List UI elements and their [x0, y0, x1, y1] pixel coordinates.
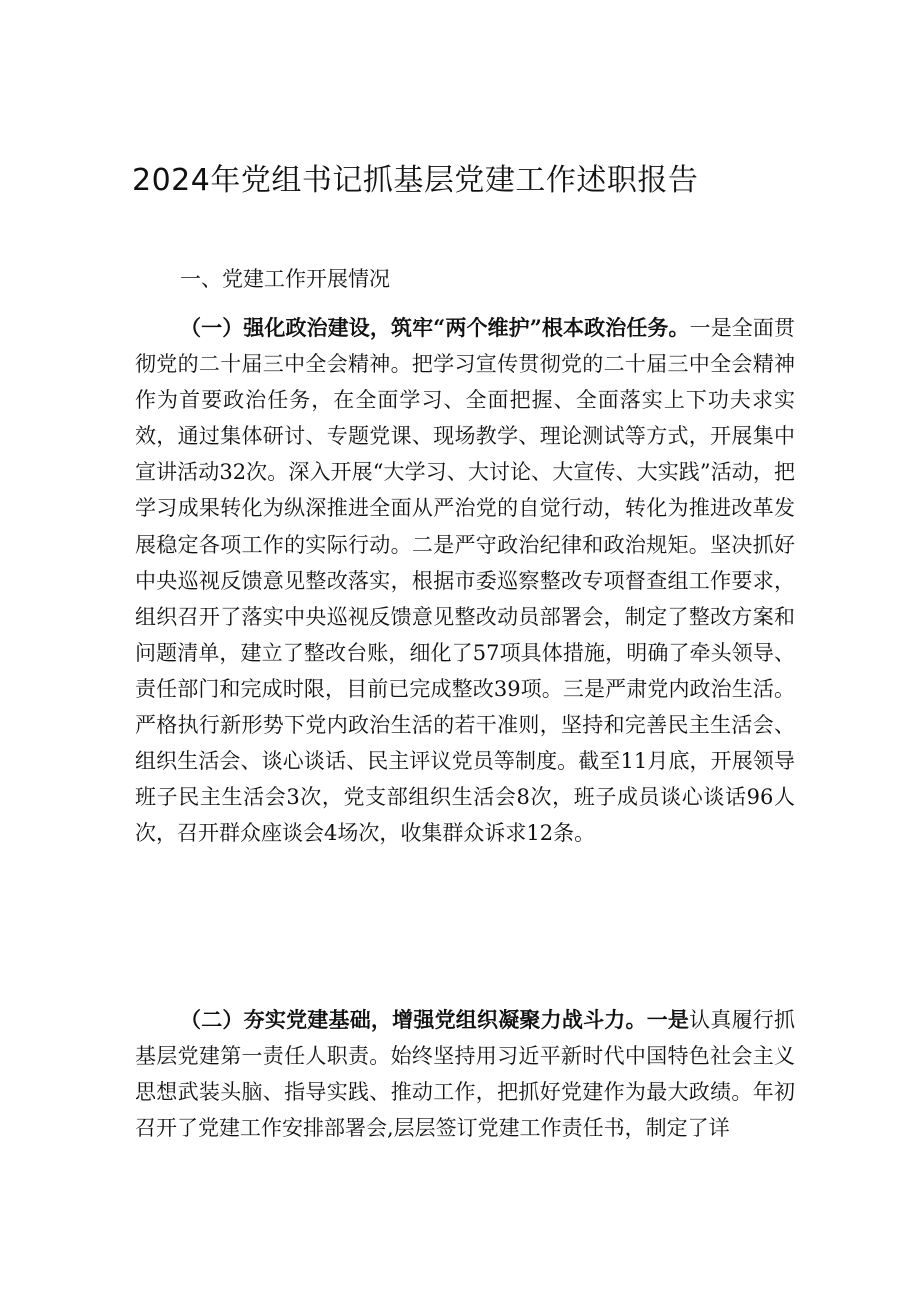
paragraph-political-construction: [135, 310, 795, 851]
section-heading: 一、党建工作开展情况: [180, 267, 390, 291]
paragraph-party-foundation: [135, 1002, 795, 1182]
paragraph-body: 认真履行抓基层党建第一责任人职责。始终坚持用习近平新时代中国特色社会主义思想武装头脑、指导实践、推动工作，把抓好党建作为最大政绩。年初召开了党建工作安排部署会,层层签订党建工作责任书，制定了详: [135, 1008, 795, 1141]
paragraph-body: 一是全面贯彻党的二十届三中全会精神。把学习宣传贯彻党的二十届三中全会精神作为首要政治任务，在全面学习、全面把握、全面落实上下功夫求实效，通过集体研讨、专题党课、现场教学、理论测试等方式，开展集中宣讲活动32次。深入开展“大学习、大讨论、大宣传、大实践”活动，把学习成果转化为纵深推进全面从严治党的自觉行动，转化为推进改革发展稳定各项工作的实际行动。二是严守政治纪律和政治规矩。坚决抓好中央巡视反馈意见整改落实，根据市委巡察整改专项督查组工作要求，组织召开了落实中央巡视反馈意见整改动员部署会，制定了整改方案和问题清单，建立了整改台账，细化了57项具体措施，明确了牵头领导、责任部门和完成时限，目前已完成整改39项。三是严肃党内政治生活。严格执行新形势下党内政治生活的若干准则，坚持和完善民主生活会、组织生活会、谈心谈话、民主评议党员等制度。截至11月底，开展领导班子民主生活会3次，党支部组织生活会8次，班子成员谈心谈话96人次，召开群众座谈会4场次，收集群众诉求12条。: [135, 316, 796, 846]
paragraph-lead: （一）强化政治建设，筑牢“两个维护”根本政治任务。: [180, 315, 690, 340]
paragraph-lead: （二）夯实党建基础，增强党组织凝聚力战斗力。一是: [180, 1007, 690, 1032]
document-title: 2024年党组书记抓基层党建工作述职报告: [132, 163, 699, 198]
